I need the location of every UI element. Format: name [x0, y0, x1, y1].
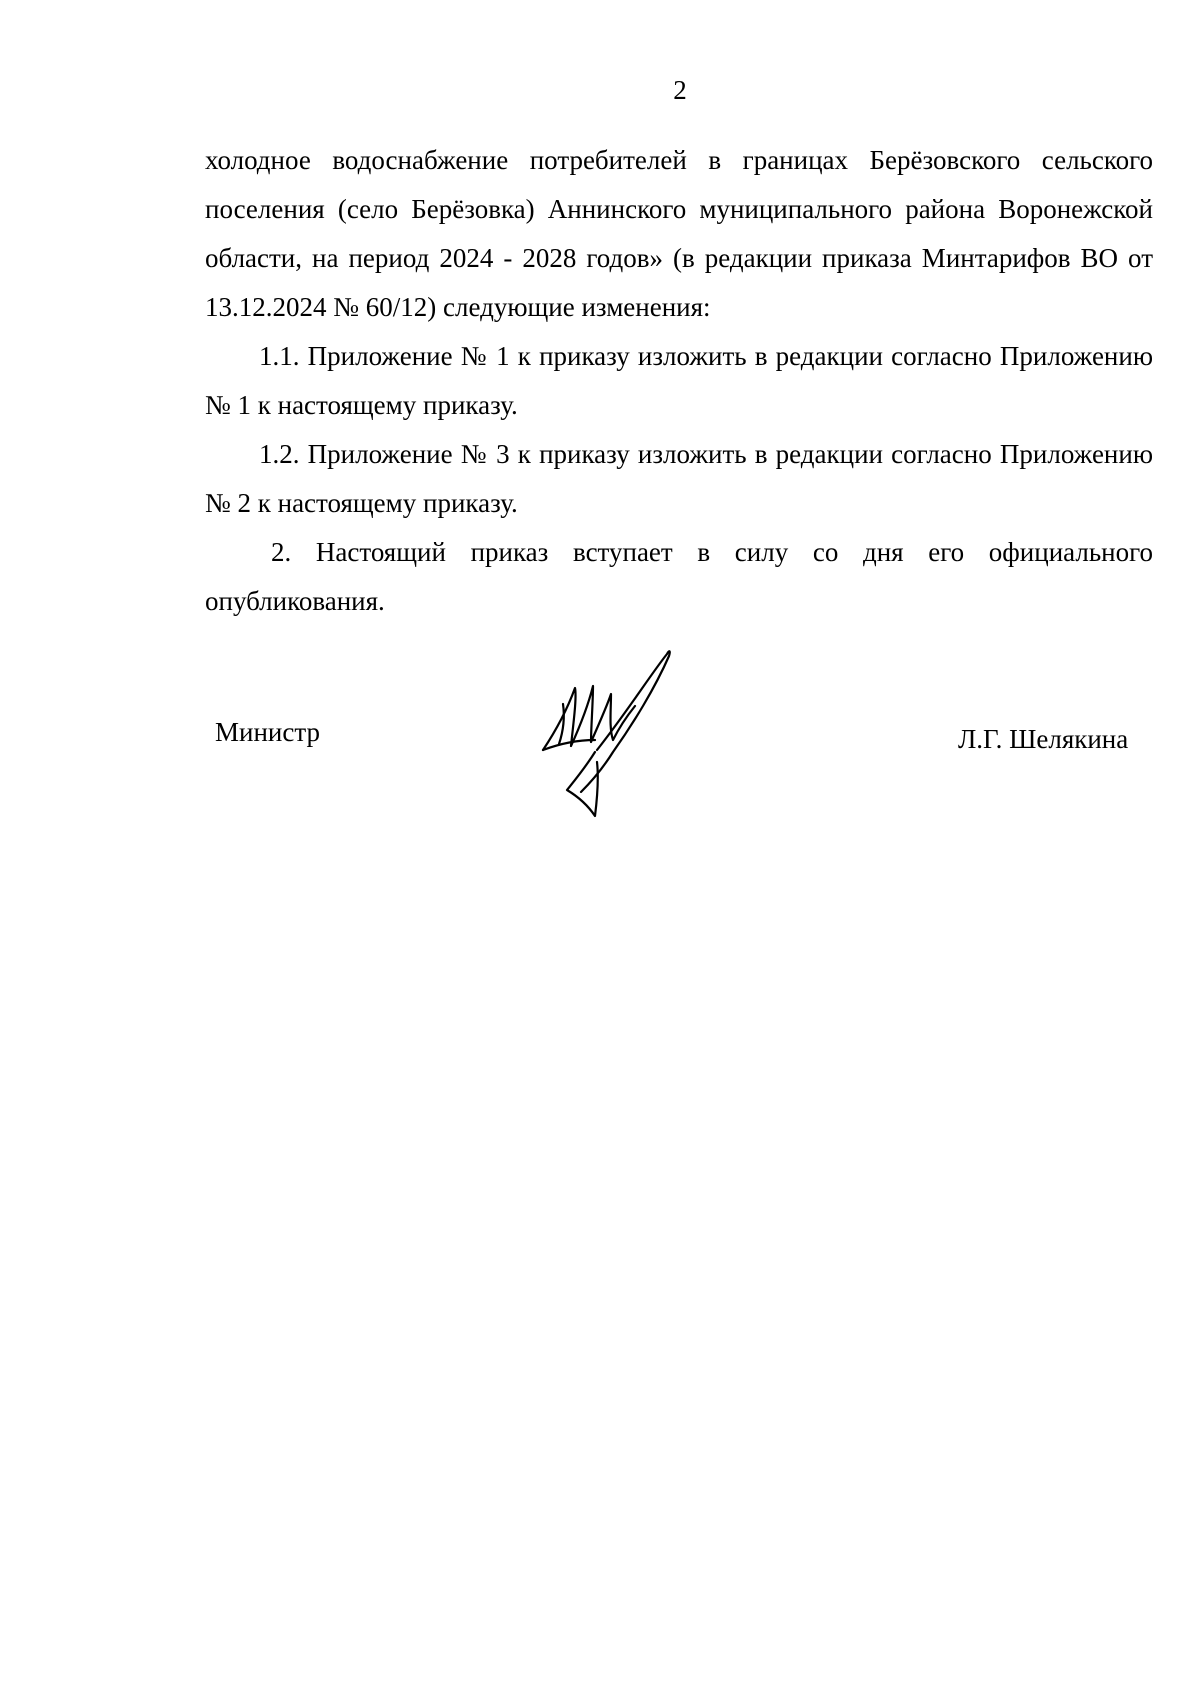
signer-name: Л.Г. Шелякина [958, 724, 1129, 754]
page-number: 2 [673, 75, 687, 105]
paragraph-amendment-intro: холодное водоснабжение потребителей в границах Берёзовского сельского поселения (село Берёзовка) Аннинского муниципального района Воронежской области, на период 2024 - 2028 годов» (в редакции приказа Минтарифов ВО от 13.12.2024 № 60/12) следующие изменения: [205, 145, 1153, 322]
signer-position: Министр [215, 717, 320, 747]
handwritten-signature [535, 640, 685, 820]
paragraph-item-1-1: 1.1. Приложение № 1 к приказу изложить в редакции согласно Приложению № 1 к настоящему приказу. [205, 341, 1153, 420]
signature-block [0, 640, 1200, 840]
document-body [205, 136, 1153, 626]
paragraph-item-1-2: 1.2. Приложение № 3 к приказу изложить в редакции согласно Приложению № 2 к настоящему приказу. [205, 439, 1153, 518]
paragraph-item-2: 2. Настоящий приказ вступает в силу со дня его официального опубликования. [205, 537, 1153, 616]
